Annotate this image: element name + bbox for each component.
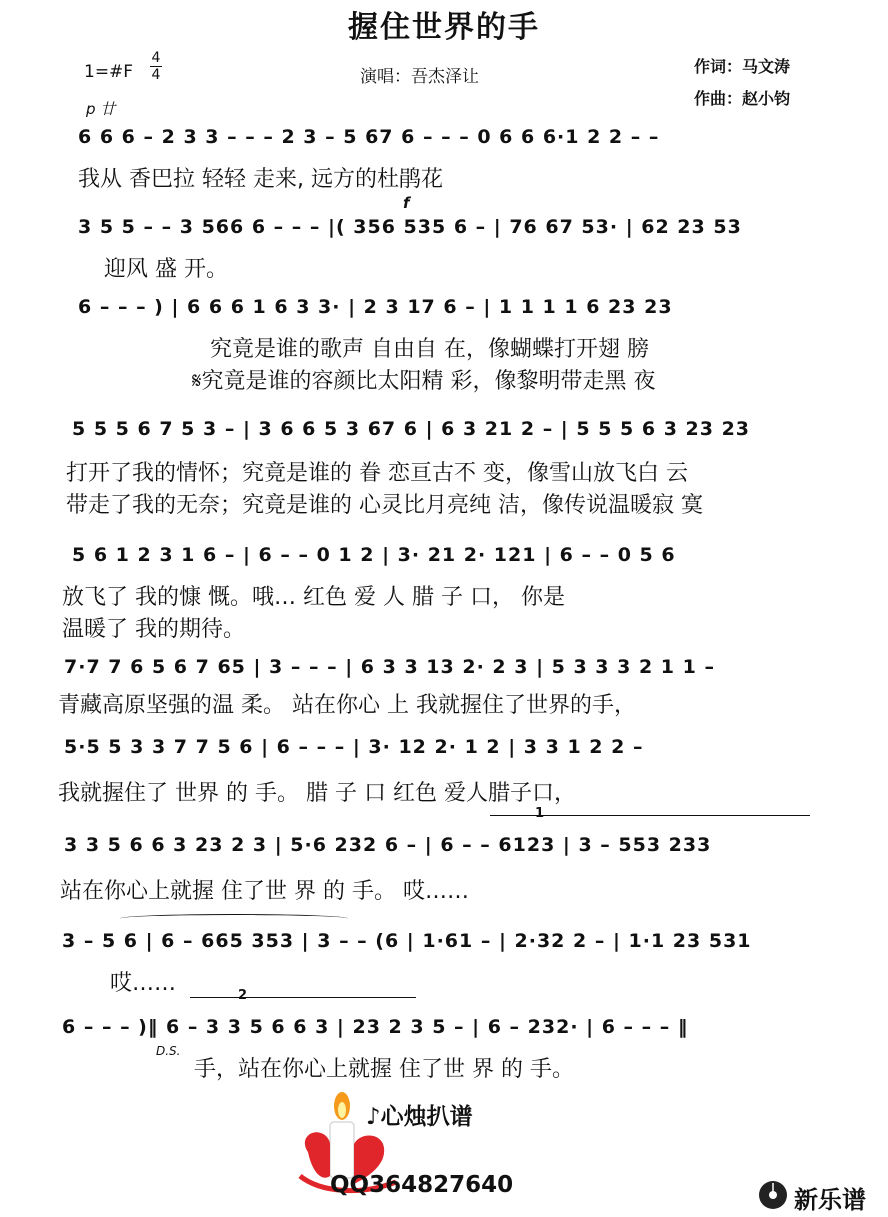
notation-line-7: 5·5 5 3 3 7 7 5 6 | 6 – – – | 3· 12 2· 1 2 | 3 3 1 2 2 – xyxy=(64,736,644,758)
lyrics-line-5a: 放飞了 我的慷 慨。哦… 红色 爱 人 腊 子 口， 你是 xyxy=(62,585,565,610)
notation-line-5: 5 6 1 2 3 1 6 – | 6 – – 0 1 2 | 3· 21 2· 121 | 6 – – 0 5 6 xyxy=(72,544,676,566)
lyrics-line-4b: 带走了我的无奈；究竟是谁的 心灵比月亮纯 洁，像传说温暖寂 寞 xyxy=(66,493,703,518)
notation-line-1: 6 6 6 – 2 3 3 – – – 2 3 – 5 67 6 – – – 0 6 6 6·1 2 2 – – xyxy=(78,126,660,148)
notation-line-6: 7·7 7 6 5 6 7 65 | 3 – – – | 6 3 3 13 2· 2 3 | 5 3 3 3 2 1 1 – xyxy=(64,656,715,678)
volta-2-bracket xyxy=(190,997,416,998)
lyrics-line-6: 青藏高原坚强的温 柔。 站在你心 上 我就握住了世界的手， xyxy=(58,693,636,718)
lyrics-line-7: 我就握住了 世界 的 手。 腊 子 口 红色 爱人腊子口， xyxy=(58,781,576,806)
heart-left-icon xyxy=(305,1132,330,1177)
volta-2-label: 2 xyxy=(238,988,248,1003)
time-sig-bottom: 4 xyxy=(151,67,161,83)
notation-line-10: 6 – – – )‖ 6 – 3 3 5 6 6 3 | 23 2 3 5 – | 6 – 232· | 6 – – – ‖ xyxy=(62,1016,689,1038)
notation-line-9: 3 – 5 6 | 6 – 665 353 | 3 – – (6 | 1·61 – | 2·32 2 – | 1·1 23 531 xyxy=(62,930,752,952)
key-signature: 1=#F xyxy=(84,62,134,82)
time-sig-top: 4 xyxy=(151,50,161,66)
singer-credit: 演唱：吾杰泽让 xyxy=(360,67,479,87)
dynamic-marking-start: p 廿 xyxy=(86,100,116,118)
candle-icon xyxy=(330,1122,354,1178)
slur-system-9 xyxy=(120,914,348,923)
watermark-qq: QQ364827640 xyxy=(330,1172,514,1198)
lyricist-credit: 作词：马文涛 xyxy=(694,57,791,76)
volta-1-label: 1 xyxy=(535,806,545,821)
time-signature xyxy=(150,50,162,83)
notation-line-2: 3 5 5 – – 3 566 6 – – – |( 356 535 6 – | 76 67 53· | 62 23 53 xyxy=(78,216,742,238)
lyrics-line-9: 哎…… xyxy=(110,971,177,996)
lyrics-line-2: 迎风 盛 开。 xyxy=(104,257,228,282)
lyrics-line-3b: 𝄋究竟是谁的容颜比太阳精 彩，像黎明带走黑 夜 xyxy=(192,369,656,394)
watermark-brand: ♪心烛扒谱 xyxy=(366,1104,473,1130)
notation-line-8: 3 3 5 6 6 3 23 2 3 | 5·6 232 6 – | 6 – – 6123 | 3 – 553 233 xyxy=(64,834,712,856)
page-title: 握住世界的手 xyxy=(348,10,540,45)
lyrics-line-8: 站在你心上就握 住了世 界 的 手。 哎…… xyxy=(60,879,469,904)
lyrics-line-1: 我从 香巴拉 轻轻 走来, 远方的杜鹃花 xyxy=(78,167,443,192)
composer-credit: 作曲：赵小钧 xyxy=(694,89,791,108)
volta-1-bracket xyxy=(490,815,810,816)
site-logo-text: 新乐谱 xyxy=(794,1186,866,1214)
lyrics-line-10: 手，站在你心上就握 住了世 界 的 手。 xyxy=(194,1057,574,1082)
dynamic-marking-forte: f xyxy=(403,194,410,212)
lyrics-line-5b: 温暖了 我的期待。 xyxy=(62,617,245,642)
notation-line-4: 5 5 5 6 7 5 3 – | 3 6 6 5 3 67 6 | 6 3 21 2 – | 5 5 5 6 3 23 23 xyxy=(72,418,751,440)
dal-segno-marking: D.S. xyxy=(156,1044,181,1058)
music-disc-icon xyxy=(758,1180,788,1210)
notation-line-3: 6 – – – ) | 6 6 6 1 6 3 3· | 2 3 17 6 – | 1 1 1 1 6 23 23 xyxy=(78,296,673,318)
lyrics-line-4a: 打开了我的情怀；究竟是谁的 眷 恋亘古不 变，像雪山放飞白 云 xyxy=(66,461,688,486)
lyrics-line-3a: 究竟是谁的歌声 自由自 在，像蝴蝶打开翅 膀 xyxy=(210,337,649,362)
